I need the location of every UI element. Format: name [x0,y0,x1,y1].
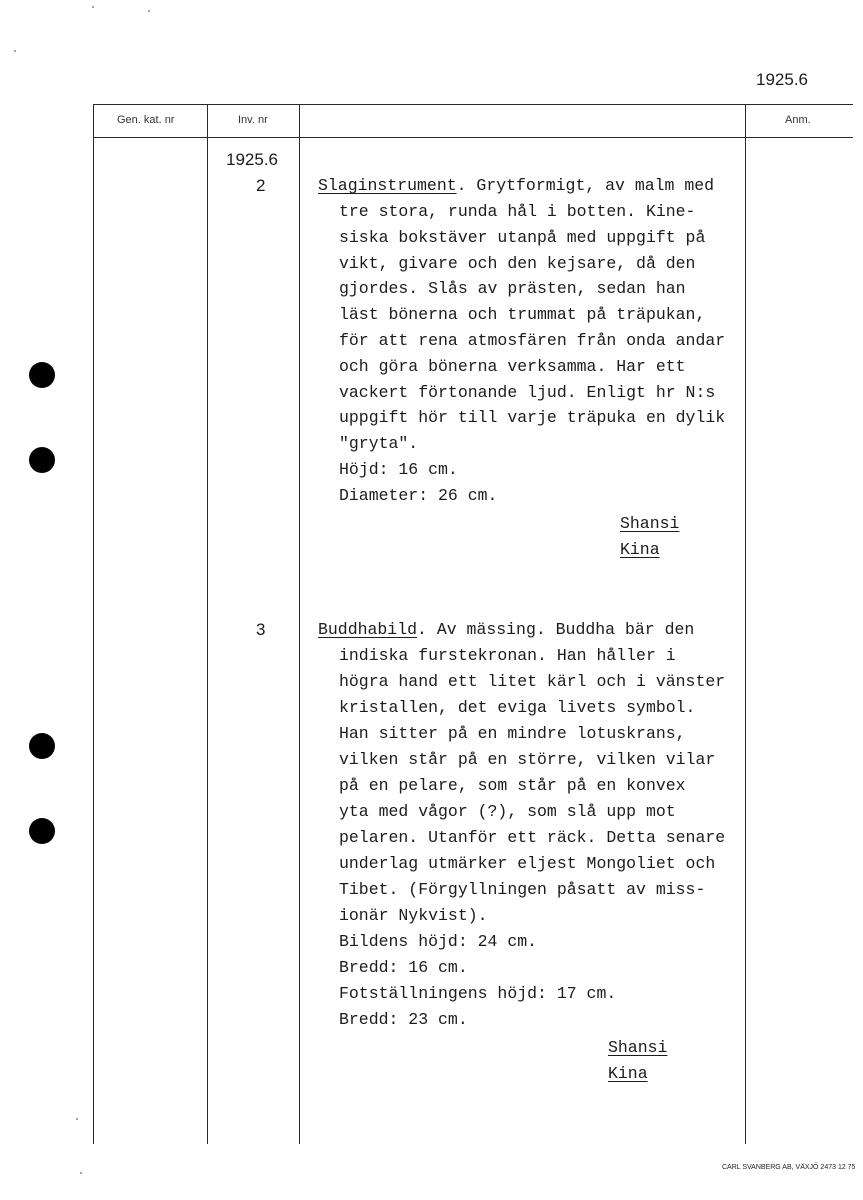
column-header-inv-nr: Inv. nr [238,114,268,126]
scan-speck [80,1172,82,1174]
entry-description-line: pelaren. Utanför ett räck. Detta senare [339,828,726,847]
column-header-gen-kat-nr: Gen. kat. nr [117,114,175,126]
printer-footer: CARL SVANBERG AB, VÄXJÖ 2473 12 75 [722,1164,856,1171]
entry-description-line: på en pelare, som står på en konvex [339,776,686,795]
entry-description-line: yta med vågor (?), som slå upp mot [339,802,676,821]
inventory-number: 2 [256,176,266,195]
entry-description-line: Höjd: 16 cm. [339,460,458,479]
entry-description-line: Bredd: 23 cm. [339,1010,468,1029]
entry-description-line: Diameter: 26 cm. [339,485,498,505]
entry-description-line: Han sitter på en mindre lotuskrans, [339,724,686,743]
entry-description-line: vackert förtonande ljud. Enligt hr N:s [339,382,716,402]
entry-description-line: tre stora, runda hål i botten. Kine- [339,202,696,221]
scan-speck [14,50,16,52]
scan-speck [148,10,150,12]
entry-first-line [318,176,714,195]
entry-description-line: uppgift hör till varje träpuka en dylik [339,408,726,428]
entry-place: Shansi [608,1038,668,1057]
punch-hole [29,447,55,473]
entry-description-line: kristallen, det eviga livets symbol. [339,698,696,717]
entry-description-line: vikt, givare och den kejsare, då den [339,253,696,273]
entry-description-line: Bredd: 16 cm. [339,958,468,977]
entry-description-line: siska bokstäver utanpå med uppgift på [339,227,706,247]
entry-country: Kina [620,540,660,559]
entry-first-line-text: . Av mässing. Buddha bär den [417,620,695,639]
inventory-prefix: 1925.6 [226,150,278,169]
punch-hole [29,362,55,388]
entry-title: Buddhabild [318,620,418,639]
entry-description-line: och göra bönerna verksamma. Har ett [339,356,686,376]
inventory-number: 3 [256,620,266,639]
entry-description-line: läst bönerna och trummat på träpukan, [339,305,706,325]
entry-country: Kina [608,1064,648,1083]
entry-description-line: för att rena atmosfären från onda andar [339,331,726,350]
entry-first-line-text: . Grytformigt, av malm med [456,176,715,195]
scan-speck [92,6,94,8]
entry-description-line: Tibet. (Förgyllningen påsatt av miss- [339,880,706,899]
entry-description-line: högra hand ett litet kärl och i vänster [339,672,726,691]
column-header-anm: Anm. [785,114,811,126]
entry-title: Slaginstrument [318,176,457,195]
page-reference-number: 1925.6 [756,70,808,89]
scan-speck [76,1118,78,1120]
entry-description-line: underlag utmärker eljest Mongoliet och [339,854,716,873]
punch-hole [29,818,55,844]
entry-description-line: Fotställningens höjd: 17 cm. [339,984,617,1003]
column-divider [745,104,746,1144]
entry-description-line: Bildens höjd: 24 cm. [339,932,538,951]
entry-description-line: gjordes. Slås av prästen, sedan han [339,279,686,299]
entry-first-line [318,620,694,639]
column-divider [299,104,300,1144]
entry-description-line: "gryta". [339,434,419,454]
entry-description-line: ionär Nykvist). [339,906,488,925]
column-divider [93,104,94,1144]
column-divider [207,104,208,1144]
entry-description-line: indiska furstekronan. Han håller i [339,646,676,665]
entry-place: Shansi [620,514,680,533]
entry-description-line: vilken står på en större, vilken vilar [339,750,716,769]
punch-hole [29,733,55,759]
